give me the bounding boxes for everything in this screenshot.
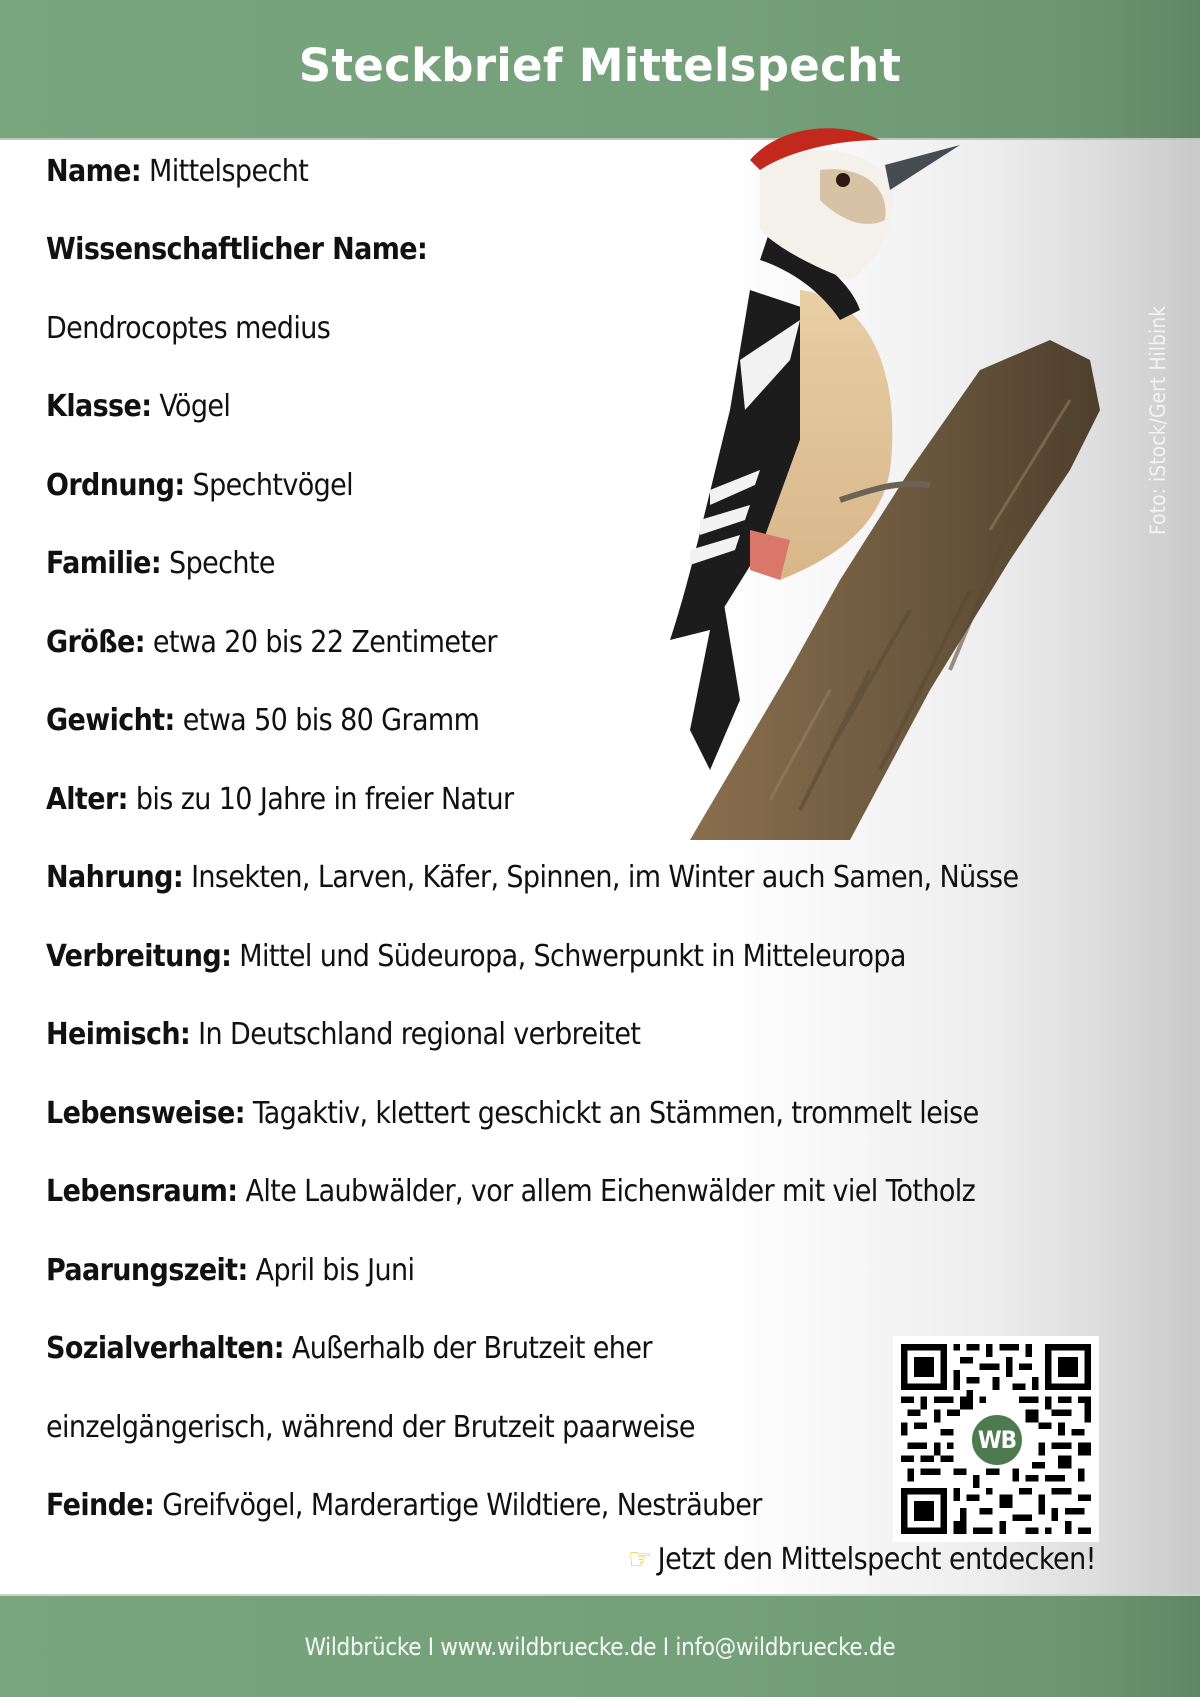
fact-scientific-name-label: Wissenschaftlicher Name: xyxy=(46,232,428,267)
fact-diet: Nahrung: Insekten, Larven, Käfer, Spinnen, im Winter auch Samen, Nüsse xyxy=(46,860,1019,895)
qr-code[interactable] xyxy=(893,1336,1099,1542)
fact-order: Ordnung: Spechtvögel xyxy=(46,468,354,503)
fact-social-behavior: Sozialverhalten: Außerhalb der Brutzeit eher xyxy=(46,1331,652,1366)
fact-scientific-name-value: Dendrocoptes medius xyxy=(46,311,331,346)
fact-habitat: Lebensraum: Alte Laubwälder, vor allem Eichenwälder mit viel Totholz xyxy=(46,1174,976,1209)
fact-name: Name: Mittelspecht xyxy=(46,154,309,189)
fact-age: Alter: bis zu 10 Jahre in freier Natur xyxy=(46,782,514,817)
fact-class: Klasse: Vögel xyxy=(46,389,231,424)
fact-size: Größe: etwa 20 bis 22 Zentimeter xyxy=(46,625,497,660)
woodpecker-photo xyxy=(650,110,1130,840)
fact-mating-season: Paarungszeit: April bis Juni xyxy=(46,1253,415,1288)
fact-distribution: Verbreitung: Mittel und Südeuropa, Schwerpunkt in Mitteleuropa xyxy=(46,939,906,974)
cta-text: Jetzt den Mittelspecht entdecken! xyxy=(657,1542,1096,1577)
cta-link[interactable] xyxy=(628,1540,1096,1580)
fact-family: Familie: Spechte xyxy=(46,546,275,581)
fact-native: Heimisch: In Deutschland regional verbreitet xyxy=(46,1017,641,1052)
wildbruecke-logo-badge: WB xyxy=(969,1412,1025,1468)
footer-contact: Wildbrücke I www.wildbruecke.de I info@wildbruecke.de xyxy=(304,1632,896,1661)
fact-enemies: Feinde: Greifvögel, Marderartige Wildtiere, Nesträuber xyxy=(46,1488,762,1523)
pointing-hand-icon: ☞ xyxy=(627,1542,652,1577)
photo-credit: Foto: iStock/Gert Hilbink xyxy=(1146,305,1170,535)
page-title: Steckbrief Mittelspecht xyxy=(298,38,902,92)
page-footer xyxy=(0,1594,1200,1697)
fact-social-behavior-cont: einzelgängerisch, während der Brutzeit paarweise xyxy=(46,1410,695,1445)
fact-weight: Gewicht: etwa 50 bis 80 Gramm xyxy=(46,703,480,738)
fact-lifestyle: Lebensweise: Tagaktiv, klettert geschickt an Stämmen, trommelt leise xyxy=(46,1096,979,1131)
